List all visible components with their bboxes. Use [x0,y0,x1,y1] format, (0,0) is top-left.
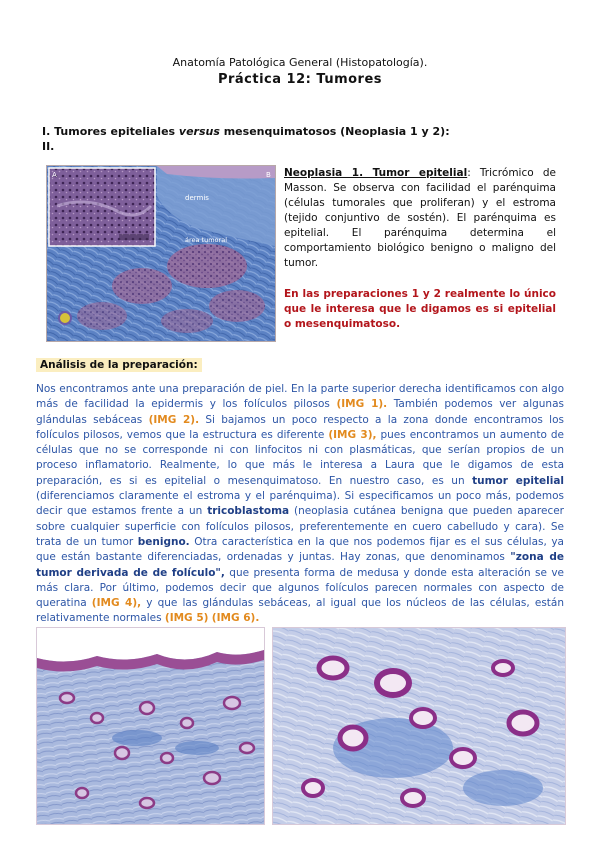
img-ref: (IMG 5) [164,612,209,625]
key-term: tricoblastoma [207,505,290,518]
figure-description: Neoplasia 1. Tumor epitelial: Tricrómico de Masson. Se observa con facilidad el parénquima (células tumorales que proliferan) y el estroma (tejido conjuntivo de sostén). El parénquima es epitelial. El parénquima determina el comportamiento biológico benigno o maligno del tumor. [284,167,556,269]
analysis-heading: Análisis de la preparación: [36,358,202,372]
img-ref: (IMG 3), [328,428,377,441]
description-title: Neoplasia 1. Tumor epitelial [284,167,468,179]
skin-histology-image-left [36,627,265,825]
img-ref: (IMG 4), [91,597,142,610]
panel-a-label: A [52,171,57,179]
skin-histology-image-right [272,627,566,825]
course-subtitle: Anatomía Patológica General (Histopatología). [172,56,428,69]
analysis-paragraph: Nos encontramos ante una preparación de piel. En la parte superior derecha identificamos con algo más de facilidad la epidermis y los folículos pilosos (IMG 1). También podemos ver algunas glándulas sebáceas (IMG 2). Si bajamos un poco respecto a la zona donde encontramos los folículos pilosos, vemos que la estructura es diferente (IMG 3), pues encontramos un aumento de células que no se corresponde ni con linfocitos ni con plasmáticas, que serían propios de un proceso inflamatorio. Realmente, lo que más le interesa a Laura que le digamos de esta preparación, es si es epitelial o mesenquimatoso. En nuestro caso, es un tumor epitelial (diferenciamos claramente el estroma y el parénquima). Si especificamos un poco más, podemos decir que estamos frente a un tricoblastoma (neoplasia cutánea benigna que pueden aparecer sobre cualquier superficie con folículos pilosos, preferentemente en cuero cabelludo y cara). Se trata de un tumor benigno. Otra característica en la que nos podemos fijar es el sus células, ya que están bastante diferenciadas, ordenadas y juntas. Hay zonas, que denominamos "zona de tumor derivada de de folículo", que presenta forma de medusa y donde esta alteración se ve más clara. Por último, podemos decir que algunos folículos parecen normales con aspecto de queratina (IMG 4), y que las glándulas sebáceas, al igual que los núcleos de las células, están relativamente normales (IMG 5) (IMG 6). [36,383,565,625]
key-term: benigno. [137,535,190,548]
dermis-label: dermis [185,194,209,202]
exam-note: En las preparaciones 1 y 2 realmente lo único que le interesa que le digamos es si epitelial o mesenquimatoso. [284,288,556,330]
img-ref: (IMG 6). [211,612,260,625]
key-term: "zona de tumor derivada de de folículo", [36,551,564,579]
page-title: Práctica 12: Tumores [217,72,383,87]
masson-trichrome-micrograph [46,165,276,342]
img-ref: (IMG 2). [148,413,200,426]
key-term: tumor epitelial [472,474,565,487]
section-heading: I. Tumores epiteliales versus mesenquimatosos (Neoplasia 1 y 2): II. [42,125,450,153]
tumor-area-label: área tumoral [185,236,227,244]
panel-b-label: B [266,171,271,179]
img-ref: (IMG 1). [336,398,388,411]
